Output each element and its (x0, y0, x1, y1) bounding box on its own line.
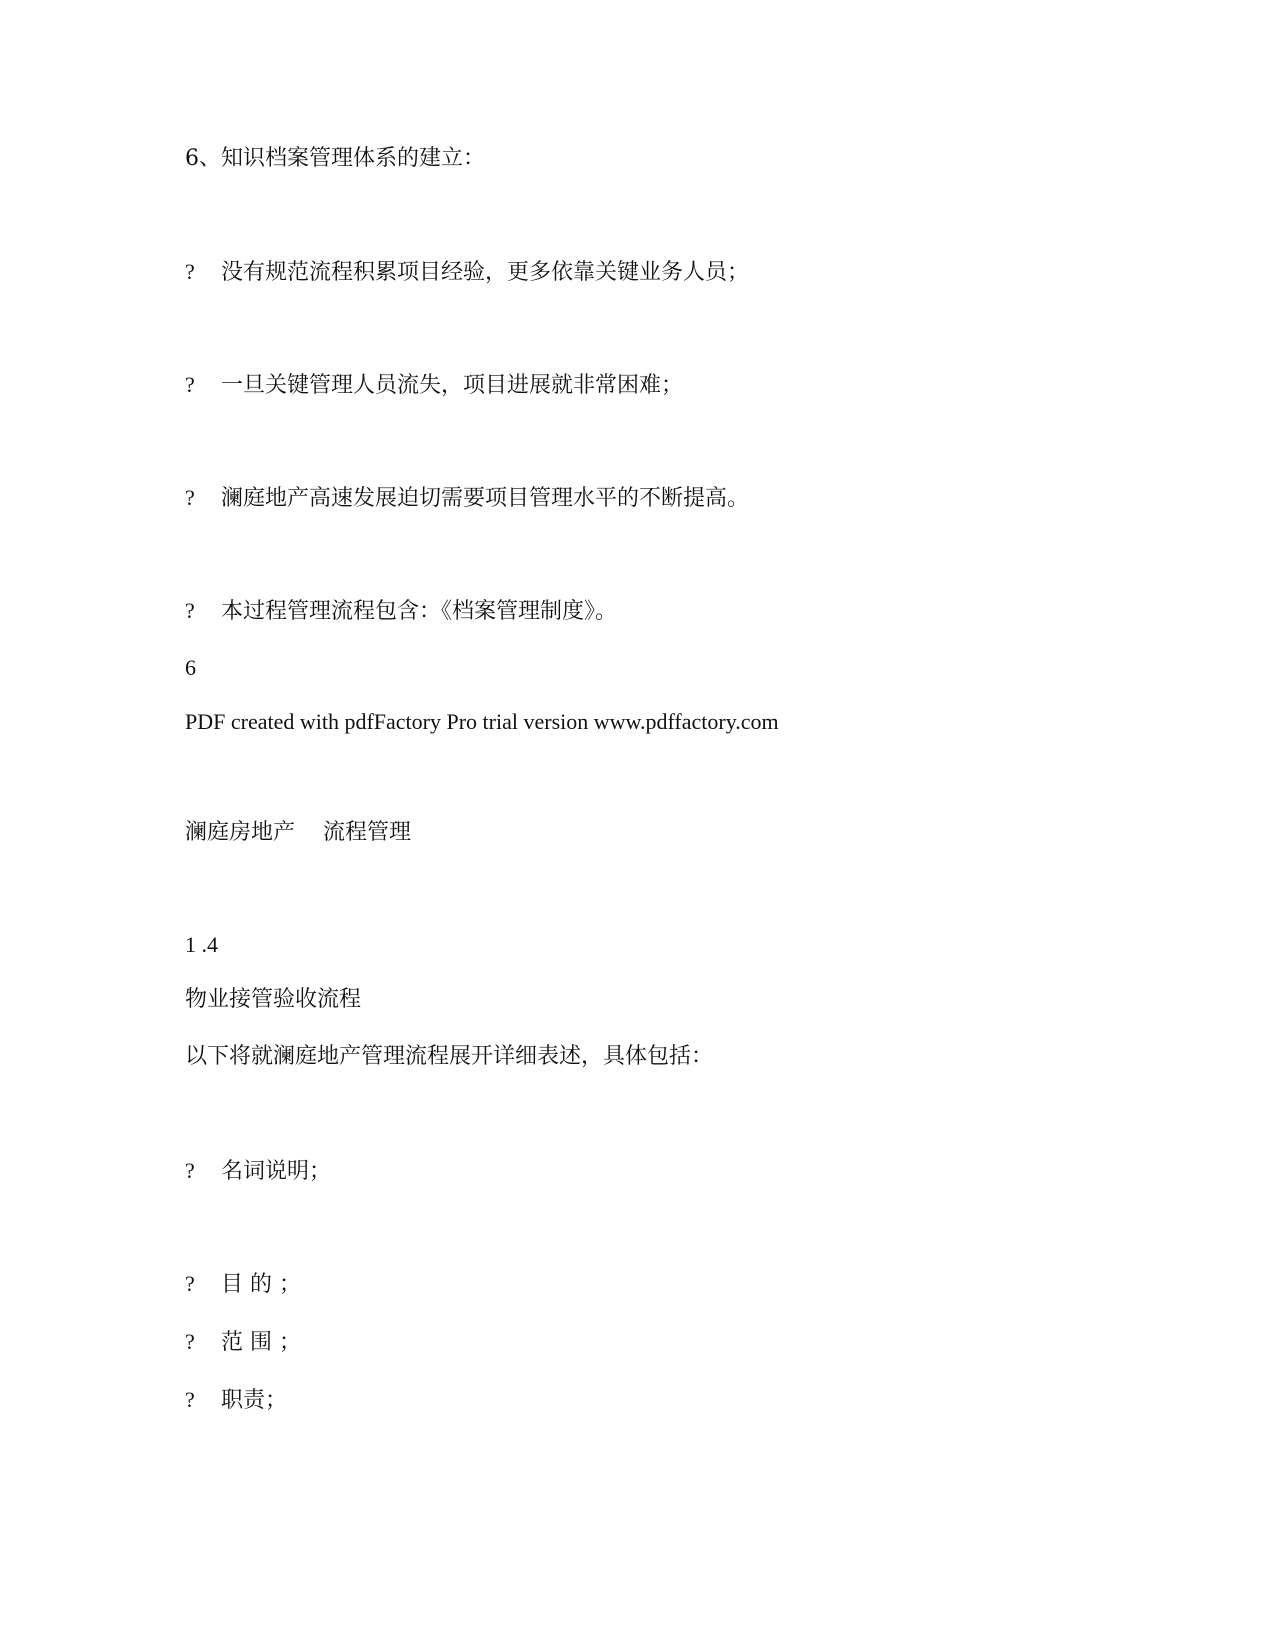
header-section: 流程管理 (323, 820, 412, 845)
bullet-mark: ? (185, 1387, 195, 1412)
list-item (185, 258, 749, 287)
list-item (185, 1386, 287, 1415)
list-item-text: 澜庭地产高速发展迫切需要项目管理水平的不断提高。 (221, 486, 750, 511)
bullet-mark: ? (185, 1271, 195, 1296)
pdf-notice: PDF created with pdfFactory Pro trial version www.pdffactory.com (185, 709, 779, 734)
section-number: 1 .4 (185, 932, 218, 957)
list-item (185, 484, 749, 513)
list-item-text: 没有规范流程积累项目经验，更多依靠关键业务人员； (221, 260, 750, 285)
bullet-mark: ? (185, 259, 195, 284)
list-item-text: 范 围 ； (221, 1330, 301, 1355)
list-item (185, 1328, 301, 1357)
list-item-text: 名词说明； (221, 1159, 332, 1184)
section-intro: 以下将就澜庭地产管理流程展开详细表述，具体包括： (185, 1044, 714, 1069)
page-header (185, 819, 411, 847)
section-heading: 6、知识档案管理体系的建立： (185, 146, 485, 171)
bullet-mark: ? (185, 1158, 195, 1183)
bullet-mark: ? (185, 485, 195, 510)
list-item-text: 本过程管理流程包含：《档案管理制度》。 (221, 599, 618, 624)
list-item (185, 1157, 331, 1186)
list-item-text: 一旦关键管理人员流失，项目进展就非常困难； (221, 373, 684, 398)
list-item-text: 职责； (221, 1388, 288, 1413)
bullet-mark: ? (185, 372, 195, 397)
list-item-text: 目 的 ； (221, 1272, 301, 1297)
bullet-mark: ? (185, 598, 195, 623)
header-company: 澜庭房地产 (185, 820, 296, 845)
section-title: 物业接管验收流程 (185, 987, 362, 1012)
list-item (185, 1270, 301, 1299)
list-item (185, 371, 683, 400)
list-item (185, 597, 617, 626)
bullet-mark: ? (185, 1329, 195, 1354)
page-number: 6 (185, 655, 196, 680)
